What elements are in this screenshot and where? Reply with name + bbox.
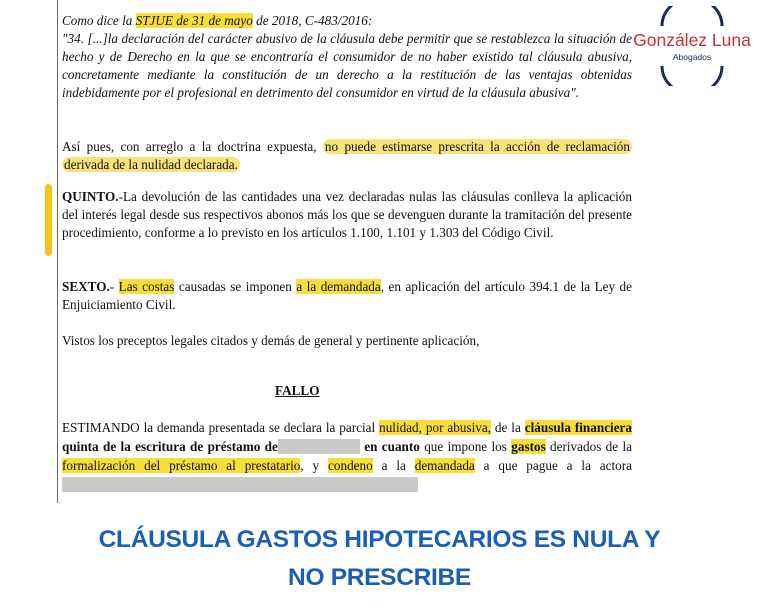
fallo-text-4: en cuanto: [359, 439, 420, 454]
vistos-text: Vistos los preceptos legales citados y demás de general y pertinente aplicación,: [62, 333, 480, 348]
fallo-highlight-clausula: cláusula financiera: [524, 420, 633, 435]
sexto-dash: -: [109, 279, 119, 294]
fallo-paragraph: [62, 418, 632, 494]
quinto-paragraph: [62, 188, 632, 242]
fallo-text-5: que impone los: [419, 439, 512, 454]
fallo-text-1: ESTIMANDO la demanda presentada se declara la parcial: [62, 420, 380, 435]
sexto-text-end: , en aplicación del artículo 394.1 de la Ley de Enjuiciamiento Civil.: [62, 279, 632, 312]
fallo-text-6: derivados de la: [545, 439, 632, 454]
fallo-highlight-nulidad: nulidad, por abusiva,: [379, 420, 491, 435]
intro-text: Como dice la: [62, 13, 136, 28]
margin-highlight-mark: [45, 184, 52, 256]
logo-name: González Luna: [633, 30, 751, 50]
fallo-highlight-gastos: gastos: [511, 439, 546, 454]
sexto-label: SEXTO.: [62, 279, 110, 294]
caption-line-1: CLÁUSULA GASTOS HIPOTECARIOS ES NULA Y: [98, 526, 661, 553]
fallo-text-3: quinta de la escritura de préstamo de: [62, 439, 278, 454]
fallo-highlight-formalizacion: formalización del préstamo al prestatario: [62, 458, 301, 473]
intro-case-ref: de 2018, C-483/2016:: [252, 13, 373, 28]
caption-line-2: NO PRESCRIBE: [288, 564, 471, 591]
sexto-highlight-costas: Las costas: [118, 279, 175, 294]
fallo-text-8: a la: [372, 458, 415, 473]
fallo-highlight-condeno: condeno: [328, 458, 373, 473]
fallo-highlight-demandada: demandada: [414, 458, 475, 473]
quote-text: "34. [...]la declaración del carácter abusivo de la cláusula debe permitir que se restablezca la situación de hecho y de Derecho en la que se encontraría el consumidor de no haber existido tal cláusula abusiva, concretamente mediante la constitución de un derecho a la restitución de las ventajas obtenidas indebidamente por el profesional en detrimento del consumidor en virtud de la cláusula abusiva".: [62, 31, 632, 100]
fallo-text-9: a que pague a la actora: [474, 458, 633, 473]
sexto-text-mid: causadas se imponen: [174, 279, 297, 294]
doctrine-paragraph: [62, 138, 632, 174]
redacted-block-1: [278, 439, 360, 454]
document-left-border: [57, 0, 58, 503]
logo-subtitle: Abogados: [672, 52, 712, 62]
intro-paragraph: [62, 12, 632, 102]
fallo-text-7: , y: [300, 458, 329, 473]
doctrine-text: Así pues, con arreglo a la doctrina expuesta,: [62, 139, 323, 154]
doctrine-highlight: no puede estimarse prescrita la acción de reclamación derivada de la nulidad declarada.: [64, 139, 630, 172]
sexto-paragraph: [62, 278, 632, 314]
fallo-text-2: de la: [490, 420, 525, 435]
redacted-block-2: [62, 477, 418, 492]
vistos-paragraph: [62, 332, 632, 350]
law-firm-logo: [628, 6, 756, 86]
quinto-label: QUINTO.: [62, 189, 119, 204]
fallo-heading: FALLO: [275, 383, 320, 398]
sexto-highlight-demandada: a la demandada: [296, 279, 381, 294]
quinto-text: -La devolución de las cantidades una vez declaradas nulas las cláusulas conlleva la aplicación del interés legal desde sus respectivos abonos más los que se devenguen durante la tramitación del presente procedimiento, conforme a lo previsto en los artículos 1.100, 1.101 y 1.303 del Código Civil.: [62, 189, 632, 240]
intro-highlight: STJUE de 31 de mayo: [135, 13, 253, 28]
